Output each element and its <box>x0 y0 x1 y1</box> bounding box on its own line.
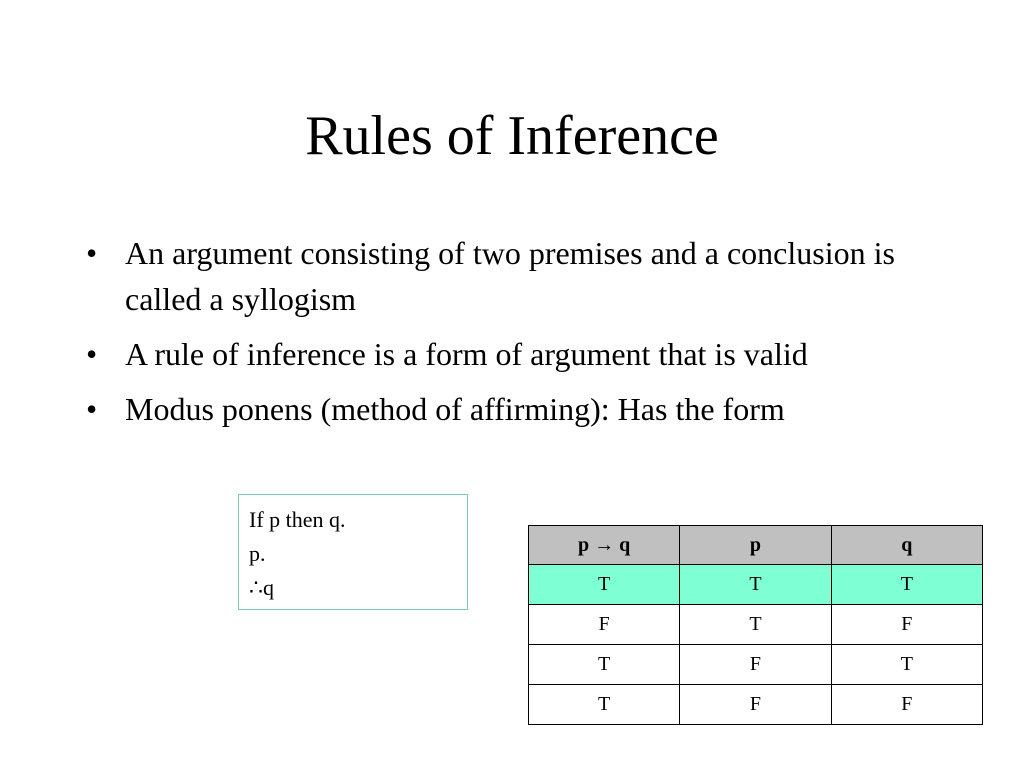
premise-one: If p then q. <box>249 507 346 532</box>
table-row <box>529 645 983 685</box>
bullet-icon: • <box>86 391 98 427</box>
table-cell: F <box>831 685 982 725</box>
bullet-item <box>86 230 916 322</box>
table-cell: F <box>831 605 982 645</box>
table-cell: F <box>529 605 680 645</box>
table-cell: T <box>831 645 982 685</box>
modus-ponens-form-box <box>238 494 468 610</box>
table-cell: T <box>529 565 680 605</box>
table-cell: T <box>680 565 831 605</box>
table-cell: F <box>680 685 831 725</box>
bullet-text: An argument consisting of two premises and a conclusion is called a syllogism <box>125 235 895 317</box>
table-row <box>529 685 983 725</box>
bullet-text: Modus ponens (method of affirming): Has the form <box>125 391 785 427</box>
table-cell: T <box>529 685 680 725</box>
table-header-row <box>529 526 983 565</box>
header-cell-p: p <box>680 526 831 565</box>
bullet-text: A rule of inference is a form of argument that is valid <box>125 336 808 372</box>
bullet-item <box>86 331 916 377</box>
table-cell: T <box>831 565 982 605</box>
header-cell-implication: p → q <box>529 526 680 565</box>
bullet-item <box>86 386 916 432</box>
premise-two: p. <box>249 541 266 566</box>
bullet-icon: • <box>86 336 98 372</box>
bullet-icon: • <box>86 235 98 271</box>
conclusion: ∴q <box>249 575 274 600</box>
bullet-list <box>86 230 916 441</box>
header-cell-q: q <box>831 526 982 565</box>
table-row <box>529 565 983 605</box>
table-cell: F <box>680 645 831 685</box>
slide-title: Rules of Inference <box>305 105 719 167</box>
table-row <box>529 605 983 645</box>
table-cell: T <box>529 645 680 685</box>
table-cell: T <box>680 605 831 645</box>
truth-table <box>528 525 983 725</box>
